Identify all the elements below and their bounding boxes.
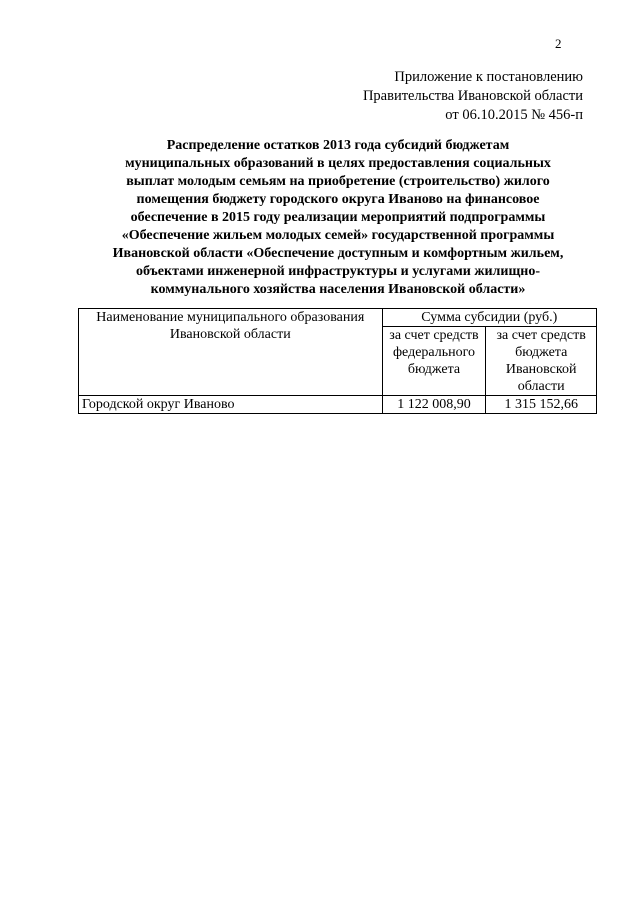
header-municipality: Наименование муниципального образования Ивановской области <box>79 309 383 396</box>
title-line: Ивановской области «Обеспечение доступным и комфортным жильем, <box>112 246 564 261</box>
cell-regional-amount: 1 315 152,66 <box>486 396 597 414</box>
subsidy-table <box>78 308 597 414</box>
document-title <box>78 137 598 299</box>
title-line: Распределение остатков 2013 года субсидий бюджетам <box>166 138 510 153</box>
title-line: муниципальных образований в целях предоставления социальных <box>125 156 551 171</box>
cell-federal-amount: 1 122 008,90 <box>382 396 486 414</box>
header-federal-budget: за счет средств федерального бюджета <box>382 327 486 396</box>
appendix-line-2: Правительства Ивановской области <box>362 88 583 104</box>
header-subsidy-sum: Сумма субсидии (руб.) <box>382 309 596 327</box>
cell-municipality-name: Городской округ Иваново <box>79 396 383 414</box>
table-header-row <box>79 309 597 327</box>
header-regional-budget: за счет средств бюджета Ивановской области <box>486 327 597 396</box>
appendix-line-1: Приложение к постановлению <box>394 69 583 85</box>
title-line: «Обеспечение жильем молодых семей» государственной программы <box>121 228 555 243</box>
appendix-line-3: от 06.10.2015 № 456-п <box>445 107 583 123</box>
table-row <box>79 396 597 414</box>
title-line: коммунального хозяйства населения Ивановской области» <box>150 282 526 297</box>
title-line: обеспечение в 2015 году реализации мероприятий подпрограммы <box>130 210 546 225</box>
title-line: помещения бюджету городского округа Иваново на финансовое <box>136 192 540 207</box>
page-number: 2 <box>555 36 562 51</box>
title-line: выплат молодым семьям на приобретение (строительство) жилого <box>126 174 550 189</box>
appendix-header <box>363 68 583 125</box>
title-line: объектами инженерной инфраструктуры и услугами жилищно- <box>135 264 541 279</box>
